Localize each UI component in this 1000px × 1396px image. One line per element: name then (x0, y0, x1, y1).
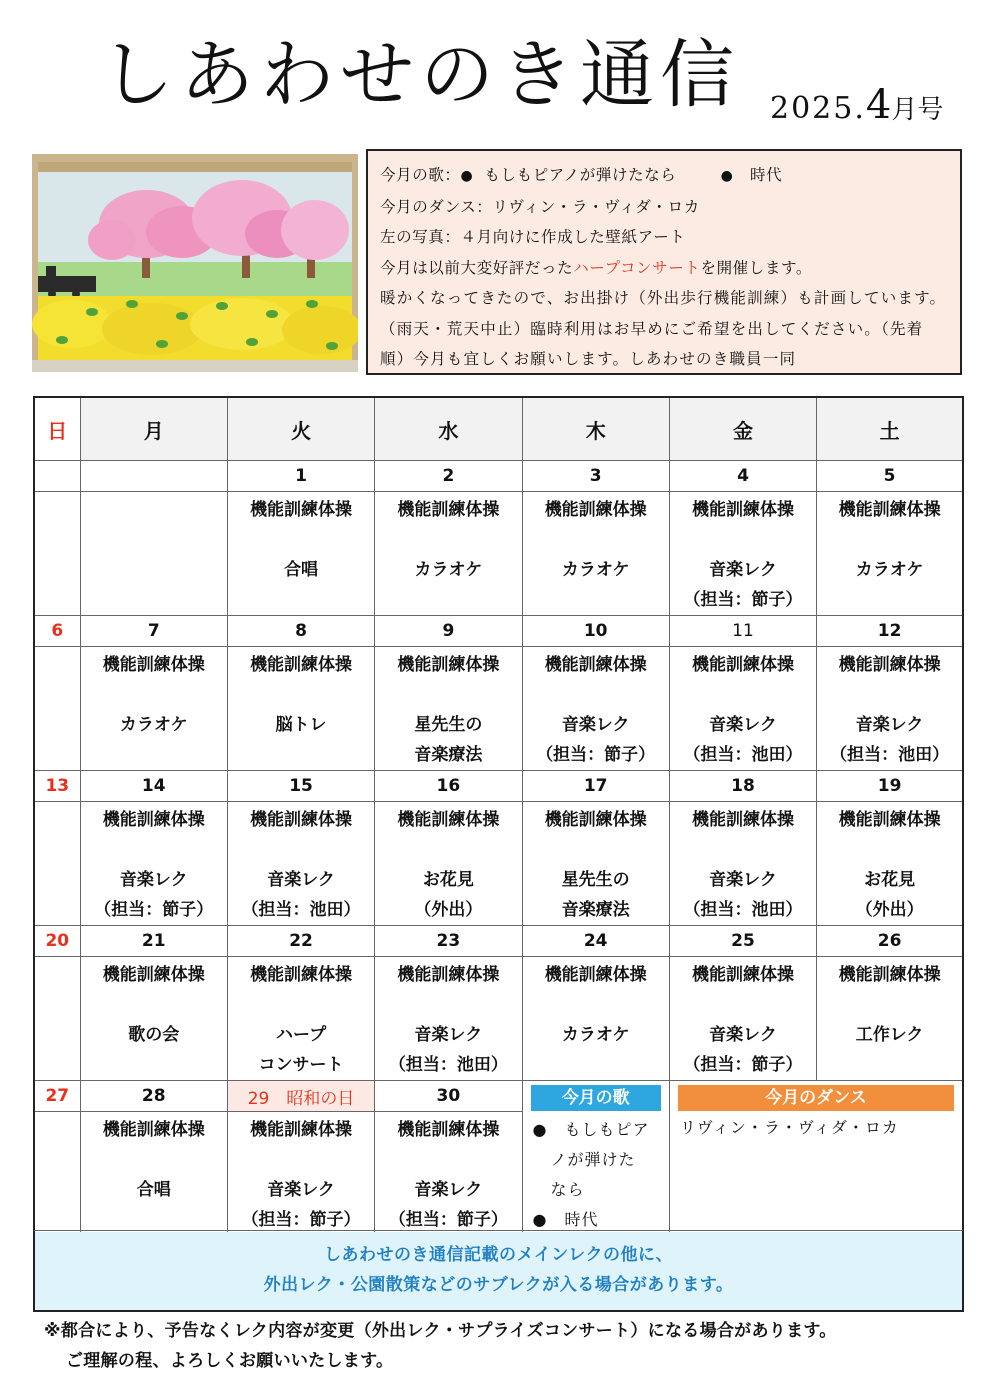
dance-box-item: リヴィン・ラ・ヴィダ・ロカ (679, 1118, 899, 1137)
weekday-tue: 火 (227, 397, 374, 461)
activity-cell: 機能訓練体操 音楽レク （担当：節子） (375, 1112, 522, 1239)
weekday-fri: 金 (669, 397, 816, 461)
activity-cell: 機能訓練体操 お花見 （外出） (817, 802, 963, 926)
date-cell: 25 (669, 926, 816, 957)
song-label: 今月の歌： (380, 166, 461, 184)
date-cell: 5 (817, 461, 963, 492)
activity-calendar (33, 396, 964, 1239)
issue-suffix: 月号 (891, 95, 944, 125)
bullet-icon: ● (720, 168, 734, 184)
issue-month: 4 (865, 82, 892, 128)
weekday-header (34, 397, 963, 461)
date-cell: 12 (817, 616, 963, 647)
holiday-date-cell: 29 昭和の日 (227, 1081, 374, 1112)
date-cell: 13 (34, 771, 80, 802)
activity-cell (34, 1112, 80, 1239)
date-cell (34, 461, 80, 492)
activity-cell: 機能訓練体操 合唱 (227, 492, 374, 616)
date-cell: 28 (80, 1081, 227, 1112)
footer-line-2: ご理解の程、よろしくお願いいたします。 (66, 1351, 394, 1371)
dance-box-heading: 今月のダンス (678, 1085, 954, 1111)
newsletter-title: しあわせのき通信 (100, 32, 740, 118)
activity-row (34, 647, 963, 771)
song-box (522, 1081, 669, 1239)
activity-row (34, 802, 963, 926)
activity-cell: 機能訓練体操 音楽レク （担当：池田） (669, 802, 816, 926)
concert-post: を開催します。 (700, 258, 812, 277)
date-cell: 18 (669, 771, 816, 802)
date-cell: 8 (227, 616, 374, 647)
footer-line-1: ※都合により、予告なくレク内容が変更（外出レク・サプライズコンサート）になる場合があります。 (44, 1321, 837, 1341)
activity-cell: 機能訓練体操 ハープ コンサート (227, 957, 374, 1081)
info-photo-line: 左の写真：４月向けに作成した壁紙アート (380, 228, 686, 246)
date-cell: 1 (227, 461, 374, 492)
date-cell: 20 (34, 926, 80, 957)
activity-cell: 機能訓練体操 お花見 （外出） (375, 802, 522, 926)
activity-cell (80, 492, 227, 616)
footer-note (44, 1316, 837, 1376)
song-box-list (523, 1111, 669, 1235)
activity-row (34, 957, 963, 1081)
activity-cell: 機能訓練体操 脳トレ (227, 647, 374, 771)
activity-cell: 機能訓練体操 カラオケ (522, 492, 669, 616)
cherry-blossom-wall-art-icon (32, 154, 358, 372)
activity-cell (34, 492, 80, 616)
date-cell: 9 (375, 616, 522, 647)
activity-cell: 機能訓練体操 合唱 (80, 1112, 227, 1239)
activity-cell: 機能訓練体操 カラオケ (80, 647, 227, 771)
date-cell: 21 (80, 926, 227, 957)
activity-cell: 機能訓練体操 音楽レク （担当：池田） (669, 647, 816, 771)
date-row (34, 771, 963, 802)
info-paragraph: 暖かくなってきたので、お出掛け（外出歩行機能訓練）も計画しています。（雨天・荒天中止）臨時利用はお早めにご希望を出してください。（先着順）今月も宜しくお願いします。しあわせのき職員一同 (380, 289, 947, 368)
song-item-2: ● 時代 (532, 1210, 599, 1229)
activity-cell (34, 647, 80, 771)
activity-cell: 機能訓練体操 音楽レク （担当：池田） (817, 647, 963, 771)
date-row (34, 926, 963, 957)
info-dance-line: 今月のダンス：リヴィン・ラ・ヴィダ・ロカ (380, 197, 700, 216)
date-cell: 26 (817, 926, 963, 957)
info-concert-line (380, 253, 948, 284)
sub-rec-notice (35, 1232, 962, 1310)
date-cell: 15 (227, 771, 374, 802)
activity-cell: 機能訓練体操 音楽レク （担当：節子） (80, 802, 227, 926)
concert-highlight: ハープコンサート (573, 258, 701, 277)
weekday-thu: 木 (522, 397, 669, 461)
activity-cell: 機能訓練体操 音楽レク （担当：節子） (669, 492, 816, 616)
weekday-sat: 土 (817, 397, 963, 461)
activity-cell: 機能訓練体操 カラオケ (817, 492, 963, 616)
notice-line-2: 外出レク・公園散策などのサブレクが入る場合があります。 (263, 1275, 734, 1295)
date-cell: 24 (522, 926, 669, 957)
date-cell: 3 (522, 461, 669, 492)
issue-date (770, 82, 943, 128)
activity-cell (34, 957, 80, 1081)
date-cell: 11 (669, 616, 816, 647)
concert-pre: 今月は以前大変好評だった (380, 258, 574, 277)
song-2: 時代 (750, 166, 783, 184)
activity-cell: 機能訓練体操 音楽レク （担当：池田） (375, 957, 522, 1081)
date-cell (80, 461, 227, 492)
date-cell: 30 (375, 1081, 522, 1112)
song-1: もしもピアノが弾けたなら (484, 166, 677, 184)
activity-cell: 機能訓練体操 音楽レク （担当：節子） (522, 647, 669, 771)
date-cell: 16 (375, 771, 522, 802)
activity-cell: 機能訓練体操 カラオケ (522, 957, 669, 1081)
date-cell: 23 (375, 926, 522, 957)
song-item-1-line1: ● もしもピア (532, 1120, 650, 1139)
activity-cell: 機能訓練体操 音楽レク （担当：池田） (227, 802, 374, 926)
date-cell: 10 (522, 616, 669, 647)
activity-cell: 機能訓練体操 音楽レク （担当：節子） (227, 1112, 374, 1239)
weekday-mon: 月 (80, 397, 227, 461)
monthly-info-box (366, 149, 962, 375)
date-row (34, 1081, 963, 1112)
dance-box (669, 1081, 963, 1239)
notice-line-1: しあわせのき通信記載のメインレクの他に、 (324, 1245, 673, 1265)
info-song-line (380, 160, 948, 192)
song-item-1-line3: なら (550, 1180, 585, 1199)
activity-cell: 機能訓練体操 星先生の 音楽療法 (375, 647, 522, 771)
date-cell: 14 (80, 771, 227, 802)
activity-cell (34, 802, 80, 926)
date-row (34, 616, 963, 647)
date-cell: 7 (80, 616, 227, 647)
date-cell: 4 (669, 461, 816, 492)
activity-row (34, 492, 963, 616)
weekday-sun: 日 (34, 397, 80, 461)
date-cell: 2 (375, 461, 522, 492)
issue-year: 2025. (770, 91, 866, 126)
activity-cell: 機能訓練体操 星先生の 音楽療法 (522, 802, 669, 926)
date-cell: 6 (34, 616, 80, 647)
date-cell: 22 (227, 926, 374, 957)
activity-cell: 機能訓練体操 歌の会 (80, 957, 227, 1081)
activity-cell: 機能訓練体操 工作レク (817, 957, 963, 1081)
date-cell: 19 (817, 771, 963, 802)
song-box-heading: 今月の歌 (531, 1085, 661, 1111)
wall-art-photo (32, 154, 358, 372)
activity-cell: 機能訓練体操 音楽レク （担当：節子） (669, 957, 816, 1081)
date-cell: 17 (522, 771, 669, 802)
weekday-wed: 水 (375, 397, 522, 461)
date-cell: 27 (34, 1081, 80, 1112)
song-item-1-line2: ノが弾けた (550, 1150, 636, 1169)
date-row (34, 461, 963, 492)
bullet-icon: ● (460, 168, 474, 184)
activity-cell: 機能訓練体操 カラオケ (375, 492, 522, 616)
